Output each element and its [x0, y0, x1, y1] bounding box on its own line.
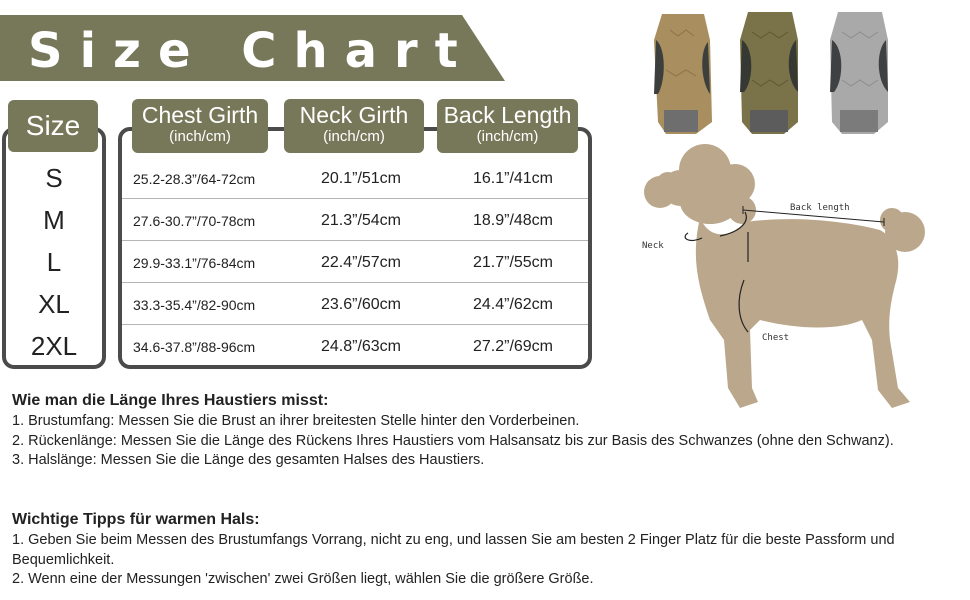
- chest-girth-cell: 29.9-33.1”/76-84cm: [133, 255, 256, 271]
- grey-coat-image: [830, 12, 888, 134]
- size-label: L: [46, 247, 62, 277]
- neck-girth-cell: 20.1”/51cm: [320, 170, 402, 187]
- measure-item: 3. Halslänge: Messen Sie die Länge des gesamten Halses des Haustiers.: [12, 452, 485, 468]
- dog-measurement-diagram: [640, 140, 930, 420]
- chest-label: Chest: [762, 333, 790, 343]
- back-length-cell: 21.7”/55cm: [472, 254, 554, 271]
- size-list: [2, 157, 106, 367]
- measure-item: 2. Rückenlänge: Messen Sie die Länge des Rückens Ihres Haustiers vom Halsansatz bis zur Basis des Schwanzes (ohne den Schwanz).: [12, 432, 894, 449]
- size-header: [8, 100, 98, 152]
- back-length-unit: (inch/cm): [476, 128, 539, 145]
- back-length-cell: 27.2”/69cm: [472, 338, 554, 355]
- khaki-coat-image: [654, 14, 712, 134]
- size-label: XL: [38, 289, 70, 319]
- measurements-rows: [122, 157, 588, 367]
- size-header-label: Size: [25, 110, 81, 141]
- back-length-label: Back length: [790, 203, 850, 213]
- table-row: [122, 157, 588, 199]
- measure-instructions: [12, 390, 952, 471]
- chest-girth-cell: 34.6-37.8”/88-96cm: [133, 339, 256, 355]
- back-length-title: Back Length: [443, 102, 572, 128]
- chest-girth-cell: 33.3-35.4”/82-90cm: [133, 297, 256, 313]
- size-chart-banner: [0, 15, 505, 81]
- neck-girth-cell: 22.4”/57cm: [320, 254, 402, 271]
- tips-section: [12, 509, 952, 590]
- back-length-cell: 16.1”/41cm: [472, 170, 554, 187]
- dog-silhouette: [644, 144, 925, 408]
- olive-coat-image: [740, 12, 798, 134]
- tip-item: 2. Wenn eine der Messungen 'zwischen' zwei Größen liegt, wählen Sie die größere Größe.: [12, 571, 594, 587]
- neck-girth-cell: 23.6”/60cm: [320, 296, 402, 313]
- chest-girth-cell: 25.2-28.3”/64-72cm: [133, 171, 256, 187]
- banner-title: Size Chart: [28, 23, 475, 79]
- neck-girth-unit: (inch/cm): [323, 128, 385, 145]
- measure-title: Wie man die Länge Ihres Haustiers misst:: [12, 392, 329, 409]
- back-length-cell: 24.4”/62cm: [472, 296, 554, 313]
- neck-girth-header: [284, 99, 424, 153]
- chest-girth-cell: 27.6-30.7”/70-78cm: [133, 213, 256, 229]
- back-length-cell: 18.9”/48cm: [472, 212, 554, 229]
- neck-label: Neck: [642, 241, 664, 251]
- chest-girth-header: [132, 99, 268, 153]
- table-row: [122, 241, 588, 283]
- size-label: S: [45, 163, 63, 193]
- coat-product-images: [652, 10, 922, 140]
- neck-girth-cell: 24.8”/63cm: [320, 338, 402, 355]
- neck-girth-cell: 21.3”/54cm: [320, 212, 402, 229]
- tip-item: 1. Geben Sie beim Messen des Brustumfangs Vorrang, nicht zu eng, und lassen Sie am besten 2 Finger Platz für die beste Passform und Bequemlichkeit.: [12, 532, 895, 568]
- chest-girth-title: Chest Girth: [141, 102, 259, 128]
- size-label: 2XL: [30, 331, 78, 361]
- chest-girth-unit: (inch/cm): [169, 128, 231, 145]
- neck-girth-title: Neck Girth: [299, 102, 409, 128]
- measure-item: 1. Brustumfang: Messen Sie die Brust an ihrer breitesten Stelle hinter den Vorderbeinen.: [12, 413, 580, 429]
- back-length-header: [437, 99, 578, 153]
- table-row: [122, 283, 588, 325]
- table-row: [122, 325, 588, 367]
- tips-title: Wichtige Tipps für warmen Hals:: [12, 511, 260, 528]
- table-row: [122, 199, 588, 241]
- size-label: M: [43, 205, 65, 235]
